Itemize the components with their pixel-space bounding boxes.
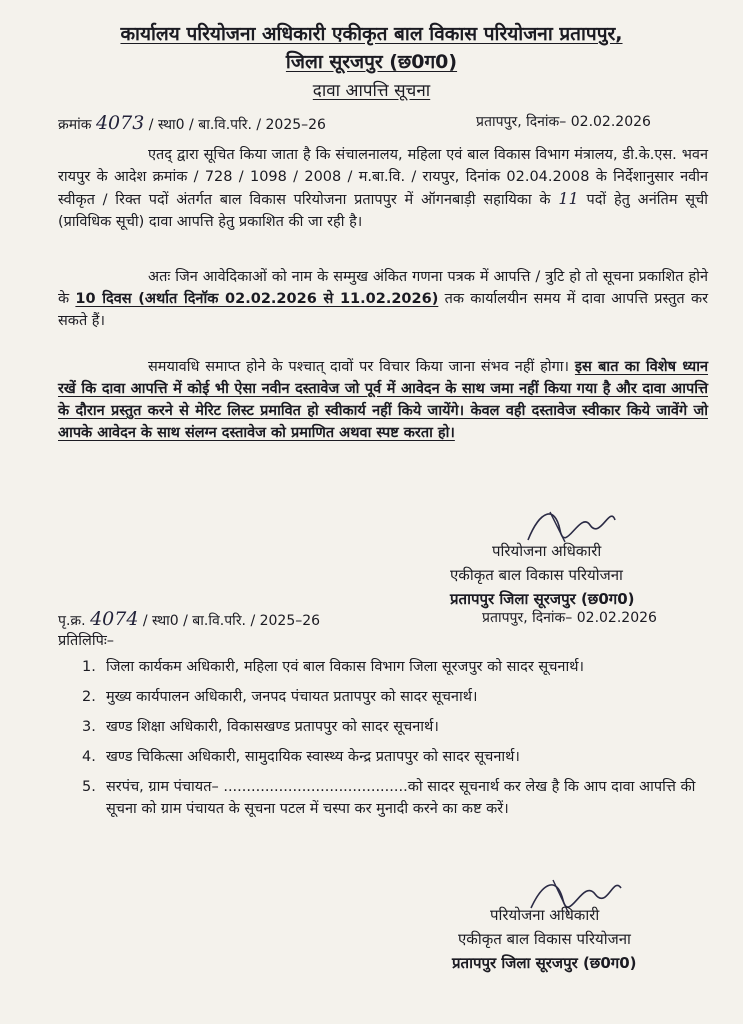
paragraph-2 [58,266,708,332]
copy-list [82,656,712,828]
reference-prefix-2: पृ.क्र. [58,613,86,629]
reference-number: 4073 [95,112,145,134]
reference-suffix: / स्था0 / बा.वि.परि. / 2025–26 [148,117,326,133]
post-count: 11 [558,189,579,208]
reference-suffix-2: / स्था0 / बा.वि.परि. / 2025–26 [142,613,321,629]
reference-line-2 [58,608,320,630]
signature-1-designation: परियोजना अधिकारी [492,542,602,560]
paragraph-1 [58,144,708,233]
deadline-text: 10 दिवस (अर्थात दिनॉक 02.02.2026 से 11.02.2026) [75,291,439,307]
signature-2-location: प्रतापपुर जिला सूरजपुर (छ0ग0) [452,954,637,972]
signature-1-location: प्रतापपुर जिला सूरजपुर (छ0ग0) [450,590,635,608]
notice-title: दावा आपत्ति सूचना [312,81,431,101]
signature-1-office: एकीकृत बाल विकास परियोजना [450,566,623,584]
place-date-2: प्रतापपुर, दिनांक– 02.02.2026 [482,610,657,626]
reference-prefix: क्रमांक [58,117,92,133]
paragraph-3 [58,356,708,444]
paragraph-1-end: पदों हेतु अनंतिम सूची (प्राविधिक सूची) दावा आपत्ति हेतु प्रकाशित की जा रही है। [58,192,709,230]
paragraph-3-text: समयावधि समाप्त होने के पश्चात् दावों पर विचार किया जाना संभव नहीं होगा। [148,359,570,375]
district-title: जिला सूरजपुर (छ0ग0) [285,51,458,73]
reference-number-2: 4074 [90,608,139,630]
paragraph-2-text: अतः जिन आवेदिकाओं को नाम के सम्मुख अंकित गणना पत्रक में आपत्ति / त्रुटि हो तो सूचना प्रकाशित होने के [58,269,708,307]
paragraph-2-end: तक कार्यालयीन समय में दावा आपत्ति प्रस्तुत कर सकते हैं। [58,291,709,329]
copy-heading: प्रतिलिपिः– [58,633,115,649]
list-item: 4. खण्ड चिकित्सा अधिकारी, सामुदायिक स्वास्थ्य केन्द्र प्रतापपुर को सादर सूचनार्थ। [82,749,520,765]
signature-2-office: एकीकृत बाल विकास परियोजना [458,930,631,948]
office-title: कार्यालय परियोजना अधिकारी एकीकृत बाल विकास परियोजना प्रतापपुर, [120,23,623,45]
list-item: 1. जिला कार्यकम अधिकारी, महिला एवं बाल विकास विभाग जिला सूरजपुर को सादर सूचनार्थ। [82,659,584,675]
reference-line-1 [58,112,326,134]
place-date-1: प्रतापपुर, दिनांक– 02.02.2026 [476,114,651,130]
important-note: इस बात का विशेष ध्यान रखें कि दावा आपत्ति में कोई भी ऐसा नवीन दस्तावेज जो पूर्व में आवेदन के साथ जमा नहीं किया गया है और दावा आपत्ति के दौरान प्रस्तुत करने से मेरिट लिस्ट प्रमावित हो स्वीकार्य नहीं किये जायेंगे। केवल वही दस्तावेज स्वीकार किये जावेंगे जो आपके आवेदन के साथ संलग्न दस्तावेज को प्रमाणित अथवा स्पष्ट करता हो। [58,359,709,441]
list-item: 3. खण्ड शिक्षा अधिकारी, विकासखण्ड प्रतापपुर को सादर सूचनार्थ। [82,719,439,735]
list-item: 5. सरपंच, ग्राम पंचायत– ........................................को सादर सूचनार्थ कर लेख है कि आप दावा आपत्ति की सूचना को ग्राम पंचायत के सूचना पटल में चस्पा कर मुनादी करने का कष्ट करें। [82,779,696,817]
paragraph-1-text: एतद् द्वारा सूचित किया जाता है कि संचालनालय, महिला एवं बाल विकास विभाग मंत्रालय, डी.के.एस. भवन रायपुर के आदेश क्रमांक / 728 / 1098 / 2008 / म.बा.वि. / रायपुर, दिनांक 02.04.2008 के निर्देशानुसार नवीन स्वीकृत / रिक्त पदों अंतर्गत बाल विकास परियोजना प्रतापपुर में ऑगनबाड़ी सहायिका के [58,147,708,208]
list-item: 2. मुख्य कार्यपालन अधिकारी, जनपद पंचायत प्रतापपुर को सादर सूचनार्थ। [82,689,478,705]
signature-2-designation: परियोजना अधिकारी [490,906,600,924]
